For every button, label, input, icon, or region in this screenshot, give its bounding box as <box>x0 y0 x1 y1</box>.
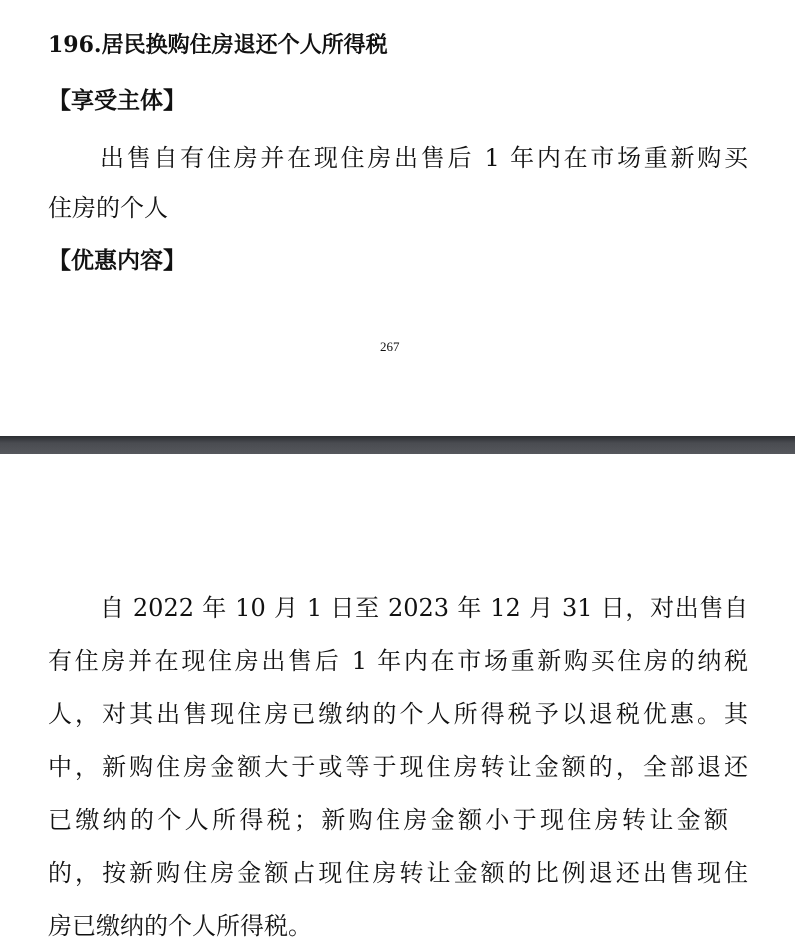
body-line: 房已缴纳的个人所得税。 <box>48 912 312 940</box>
pdf-page-268 <box>0 454 795 940</box>
body-line: 有住房并在现住房出售后 1 年内在市场重新购买住房的纳税 <box>48 647 748 675</box>
page-separator <box>0 436 795 454</box>
body-line: 出售自有住房并在现住房出售后 1 年内在市场重新购买 <box>100 144 748 172</box>
section-heading-benefit: 【优惠内容】 <box>48 247 186 274</box>
pdf-page-267 <box>0 0 795 436</box>
item-title: 196.居民换购住房退还个人所得税 <box>48 32 388 58</box>
body-line: 住房的个人 <box>48 194 168 222</box>
body-line: 中，新购住房金额大于或等于现住房转让金额的，全部退还 <box>48 753 748 781</box>
page-number: 267 <box>380 339 400 354</box>
body-line: 自 2022 年 10 月 1 日至 2023 年 12 月 31 日，对出售自 <box>100 594 748 622</box>
body-line: 人，对其出售现住房已缴纳的个人所得税予以退税优惠。其 <box>48 700 748 728</box>
section-heading-beneficiary: 【享受主体】 <box>48 87 186 114</box>
body-line: 的，按新购住房金额占现住房转让金额的比例退还出售现住 <box>48 859 748 887</box>
body-line: 已缴纳的个人所得税；新购住房金额小于现住房转让金额 <box>48 806 728 834</box>
